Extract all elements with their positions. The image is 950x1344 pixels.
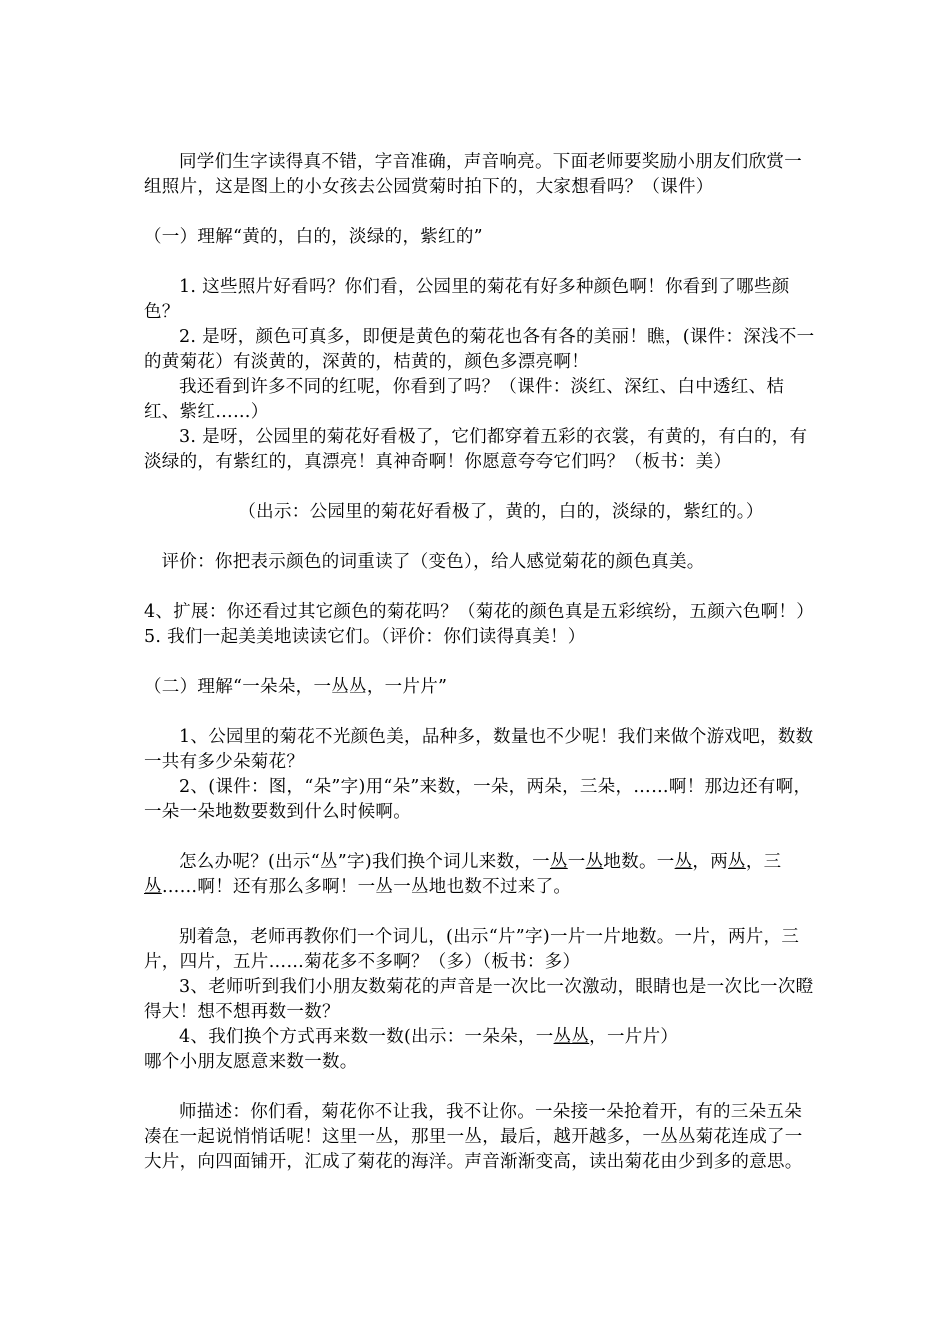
section2-pian-paragraph: 别着急，老师再教你们一个词儿，(出示“片”字)一片一片地数。一片，两片，三片，四片，五片……菊花多不多啊？（多）（板书：多） [144, 927, 800, 972]
section2-item-2: 2、(课件：图，“朵”字)用“朵”来数，一朵，两朵，三朵，……啊！那边还有啊，一朵一朵地数要数到什么时候啊。 [144, 777, 812, 822]
section1-evaluation: 评价：你把表示颜色的词重读了（变色），给人感觉菊花的颜色真美。 [161, 552, 705, 572]
section2-item-4-line2: 哪个小朋友愿意来数一数。 [144, 1052, 358, 1072]
section1-item-4: 4、扩展：你还看过其它颜色的菊花吗？（菊花的颜色真是五彩缤纷，五颜六色啊！） [144, 602, 815, 622]
intro-paragraph: 同学们生字读得真不错，字音准确，声音响亮。下面老师要奖励小朋友们欣赏一组照片，这是图上的小女孩去公园赏菊时拍下的，大家想看吗？（课件） [144, 152, 802, 197]
section2-item-3: 3、老师听到我们小朋友数菊花的声音是一次比一次激动，眼睛也是一次比一次瞪得大！想不想再数一数？ [144, 977, 814, 1022]
section1-item-2: 2. 是呀，颜色可真多，即便是黄色的菊花也各有各的美丽！瞧，(课件：深浅不一的黄菊花）有淡黄的，深黄的，桔黄的，颜色多漂亮啊！ [144, 327, 815, 372]
teacher-description: 师描述：你们看，菊花你不让我，我不让你。一朵接一朵抢着开，有的三朵五朵凑在一起说悄悄话呢！这里一丛，那里一丛，最后，越开越多，一丛丛菊花连成了一大片，向四面铺开，汇成了菊花的海洋。声音渐渐变高，读出菊花由少到多的意思。 [144, 1102, 803, 1172]
section1-item-2-continued: 我还看到许多不同的红呢，你看到了吗？（课件：淡红、深红、白中透红、桔红、紫红……） [144, 377, 785, 422]
underlined-word: 丛丛 [553, 1027, 590, 1047]
section1-show-sentence: （出示：公园里的菊花好看极了，黄的，白的，淡绿的，紫红的。） [238, 502, 764, 522]
section1-heading: （一）理解“黄的，白的，淡绿的，紫红的” [144, 227, 483, 247]
section1-item-5: 5. 我们一起美美地读读它们。（评价：你们读得真美！） [144, 627, 586, 647]
section2-item-4: 4、我们换个方式再来数一数(出示：一朵朵，一丛丛，一片片） [179, 1027, 679, 1047]
section2-cong-paragraph: 怎么办呢？(出示“丛”字)我们换个词儿来数，一丛一丛地数。一丛，两丛，三丛……啊！还有那么多啊！一丛一丛地也数不过来了。 [144, 852, 782, 897]
underlined-word: 丛 [674, 852, 693, 872]
underlined-word: 丛 [728, 852, 746, 872]
section1-item-1: 1. 这些照片好看吗？你们看，公园里的菊花有好多种颜色啊！你看到了哪些颜色？ [144, 277, 790, 322]
section2-item-1: 1、公园里的菊花不光颜色美，品种多，数量也不少呢！我们来做个游戏吧，数数一共有多少朵菊花？ [144, 727, 814, 772]
section1-item-3: 3. 是呀，公园里的菊花好看极了，它们都穿着五彩的衣裳，有黄的，有白的，有淡绿的，有紫红的，真漂亮！真神奇啊！你愿意夸夸它们吗？（板书：美） [144, 427, 808, 472]
underlined-word: 丛 [144, 877, 162, 897]
section2-heading: （二）理解“一朵朵，一丛丛，一片片” [144, 677, 448, 697]
underlined-word: 丛 [549, 852, 568, 872]
underlined-word: 丛 [585, 852, 604, 872]
